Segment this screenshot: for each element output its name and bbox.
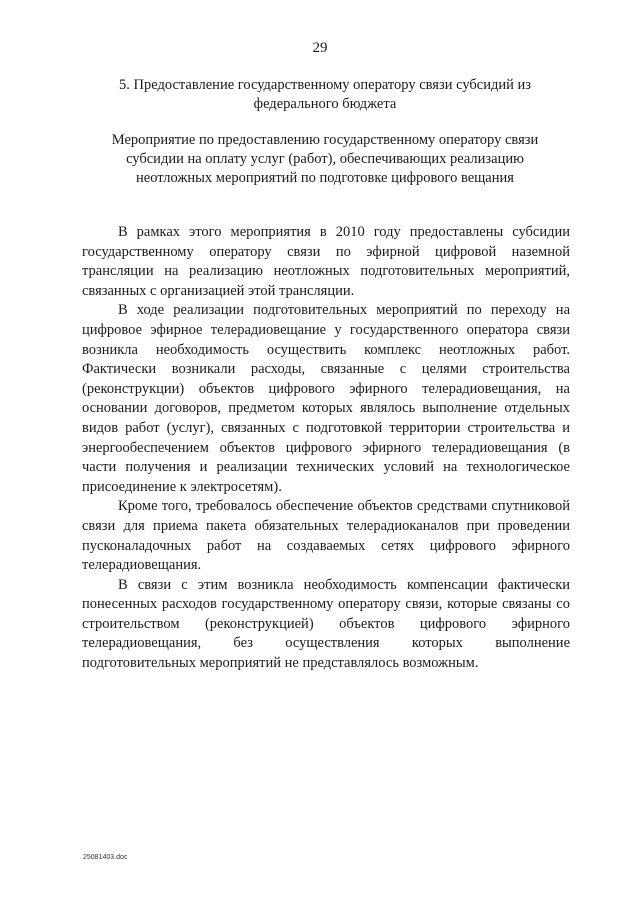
page-number: 29 bbox=[312, 40, 328, 56]
paragraph: Кроме того, требовалось обеспечение объектов средствами спутниковой связи для приема пакета обязательных телерадиоканалов при проведении пусконаладочных работ на создаваемых сетях цифрового эфирного телерадиовещания. bbox=[82, 498, 570, 574]
section-title: 5. Предоставление государственному оператору связи субсидий из федерального бюджета bbox=[119, 77, 531, 112]
paragraph: В рамках этого мероприятия в 2010 году предоставлены субсидии государственному оператору связи по эфирной цифровой наземной трансляции на реализацию неотложных подготовительных мероприятий, связанных с организацией этой трансляции. bbox=[82, 224, 570, 299]
body-text bbox=[82, 223, 570, 674]
paragraph: В связи с этим возникла необходимость компенсации фактически понесенных расходов государственному оператору связи, которые связаны со строительством (реконструкцией) объектов цифрового эфирного телерадиовещания, без осуществления которых выполнение подготовительных мероприятий не представлялось возможным. bbox=[82, 576, 570, 672]
subsection-title: Мероприятие по предоставлению государственному оператору связи субсидии на оплату услуг (работ), обеспечивающих реализацию неотложных мероприятий по подготовке цифрового вещания bbox=[111, 132, 539, 186]
footer-document-code: 25081403.doc bbox=[83, 854, 128, 861]
paragraph: В ходе реализации подготовительных мероприятий по переходу на цифровое эфирное телерадиовещание у государственного оператора связи возникла необходимость осуществить комплекс неотложных работ. Фактически возникали расходы, связанные с целями строительства (реконструкции) объектов цифрового эфирного телерадиовещания, на основании договоров, предметом которых являлось выполнение отдельных видов работ (услуг), связанных с подготовкой территории строительства и энергообеспечением объектов цифрового эфирного телерадиовещания (в части получения и реализации технических условий на технологическое присоединение к электросетям). bbox=[82, 302, 570, 495]
